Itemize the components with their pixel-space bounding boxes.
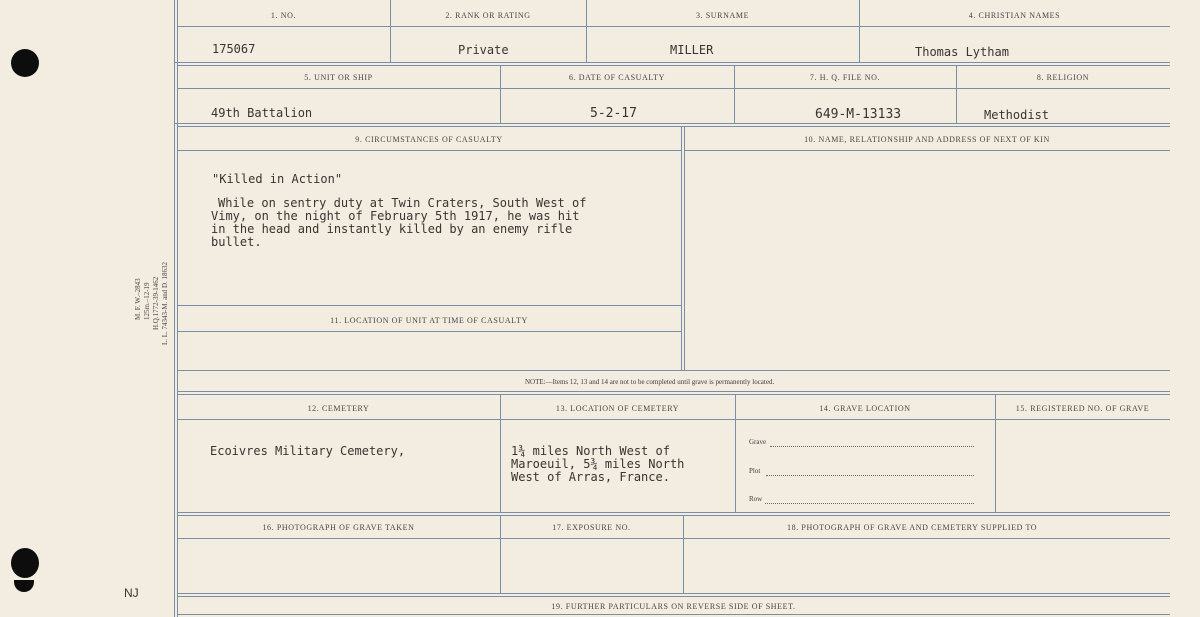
header-registered-no: 15. REGISTERED NO. OF GRAVE [1015, 404, 1150, 413]
circumstances-line-2: Vimy, on the night of February 5th 1917, he was hit [211, 209, 580, 223]
row3-bottom-rule [177, 370, 1170, 371]
row3-divider-inner [684, 126, 685, 370]
cemetery-location-line-1: 1¾ miles North West of [511, 444, 670, 458]
card-left-border [174, 0, 175, 617]
row5-header-rule [177, 538, 1170, 539]
binder-hole-edge [14, 580, 34, 592]
killed-in-action: "Killed in Action" [212, 172, 343, 186]
row1-divider-1 [390, 0, 391, 62]
christian-names: Thomas Lytham [915, 45, 1009, 59]
circumstances-line-3: in the head and instantly killed by an enemy rifle [211, 222, 573, 236]
margin-code-2: 125m.–12-19 [143, 282, 151, 320]
row2-bottom-rule [174, 123, 1170, 124]
footer-top-rule [177, 596, 1170, 597]
header-location-of-unit: 11. LOCATION OF UNIT AT TIME OF CASUALTY [330, 316, 528, 325]
row1-divider-2 [586, 0, 587, 62]
header-unit: 5. UNIT OR SHIP [304, 73, 373, 82]
cemetery-location-line-2: Maroeuil, 5¾ miles North [511, 457, 685, 471]
row2-header-rule [177, 88, 1170, 89]
circumstances-line-1: While on sentry duty at Twin Craters, South West of [218, 196, 587, 210]
margin-code-4: L. L. 74343-M. and D. 18632 [161, 261, 169, 345]
row5-top-rule [177, 515, 1170, 516]
row3-top-rule [177, 126, 1170, 127]
row1-bottom-rule [174, 62, 1170, 63]
margin-code-3: H.Q.1772-39-1462 [152, 276, 160, 330]
religion: Methodist [984, 108, 1050, 122]
unit: 49th Battalion [211, 106, 313, 120]
header-date: 6. DATE OF CASUALTY [568, 73, 665, 82]
row4-top-rule-a [177, 391, 1170, 392]
header-circumstances: 9. CIRCUMSTANCES OF CASUALTY [355, 135, 503, 144]
footer-bottom-rule [177, 614, 1170, 615]
row4-bottom-rule [177, 512, 1170, 513]
hq-file-no: 649-M-13133 [815, 107, 902, 122]
circumstances-header-rule [177, 150, 681, 151]
header-photograph-taken: 16. PHOTOGRAPH OF GRAVE TAKEN [262, 523, 415, 532]
header-number: 1. NO. [270, 11, 297, 20]
header-exposure-no: 17. EXPOSURE NO. [552, 523, 631, 532]
location-header-rule [177, 331, 681, 332]
margin-code-1: M. F. W.–2843 [134, 278, 142, 320]
cemetery-location-line-3: West of Arras, France. [511, 470, 670, 484]
row4-top-rule-b [177, 394, 1170, 395]
header-grave-location: 14. GRAVE LOCATION [819, 404, 911, 413]
header-cemetery: 12. CEMETERY [307, 404, 370, 413]
header-surname: 3. SURNAME [695, 11, 750, 20]
date-of-casualty: 5-2-17 [590, 106, 637, 121]
completion-note: NOTE:—Items 12, 13 and 14 are not to be completed until grave is permanently located. [525, 378, 775, 386]
service-number: 175067 [212, 42, 256, 56]
plot-field-line [766, 475, 974, 476]
grave-field-label: Grave [749, 438, 767, 446]
grave-field-line [770, 446, 974, 447]
binder-hole-top [11, 49, 39, 77]
row-field-label: Row [749, 495, 763, 503]
surname: MILLER [670, 43, 714, 57]
row1-divider-3 [859, 0, 860, 62]
row4-header-rule [177, 419, 1170, 420]
cemetery-name: Ecoivres Military Cemetery, [210, 444, 406, 458]
row-field-line [765, 503, 974, 504]
rank: Private [458, 43, 509, 57]
header-file-no: 7. H. Q. FILE NO. [809, 73, 881, 82]
header-location-of-cemetery: 13. LOCATION OF CEMETERY [555, 404, 680, 413]
next-of-kin-header-rule [684, 150, 1170, 151]
row2-top-rule [177, 65, 1170, 66]
header-rank: 2. RANK OR RATING [445, 11, 531, 20]
row3-divider [681, 126, 682, 370]
header-christian-names: 4. CHRISTIAN NAMES [968, 11, 1061, 20]
circumstances-line-4: bullet. [211, 235, 262, 249]
header-next-of-kin: 10. NAME, RELATIONSHIP AND ADDRESS OF NEXT OF KIN [804, 135, 1050, 144]
clerk-initials: NJ [124, 586, 139, 600]
footer-further-particulars: 19. FURTHER PARTICULARS ON REVERSE SIDE OF SHEET. [551, 602, 796, 611]
header-religion: 8. RELIGION [1036, 73, 1090, 82]
row1-header-rule [177, 26, 1170, 27]
location-top-rule [177, 305, 681, 306]
row5-bottom-rule [177, 593, 1170, 594]
binder-hole-bottom [11, 548, 39, 578]
plot-field-label: Plot [749, 467, 761, 475]
header-photograph-supplied: 18. PHOTOGRAPH OF GRAVE AND CEMETERY SUPPLIED TO [787, 523, 1038, 532]
